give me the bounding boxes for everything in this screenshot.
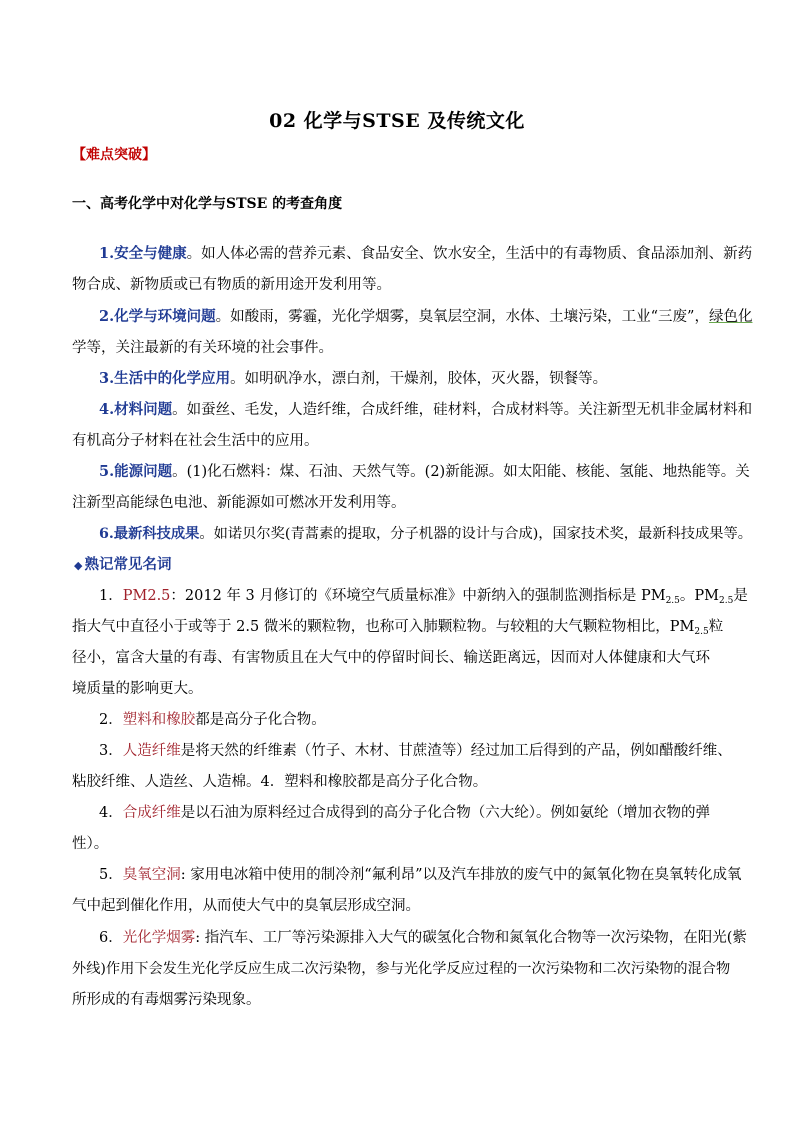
term-continuation: 径小，富含大量的有毒、有害物质且在大气中的停留时间长、输送距离远，因而对人体健康和大气环 [72, 650, 710, 666]
item-label: 5.能源问题 [99, 463, 173, 480]
term-text: 都是高分子化合物。 [195, 712, 326, 728]
item-label: 3.生活中的化学应用 [99, 370, 231, 387]
item-label: 4.材料问题 [99, 401, 173, 418]
list-item [99, 244, 752, 264]
section-heading-text: 熟记常见名词 [84, 556, 172, 573]
term-continuation: 气中起到催化作用，从而使大气中的臭氧层形成空洞。 [72, 898, 420, 914]
term-text: : 指汽车、工厂等污染源排入大气的碳氢化合物和氮氧化合物等一次污染物，在阳光(紫 [195, 930, 747, 946]
list-item [99, 400, 752, 420]
section-heading-2 [74, 555, 171, 576]
term-item [99, 586, 748, 611]
list-item-continuation: 学等，关注最新的有关环境的社会事件。 [72, 340, 333, 356]
section-heading-1: 一、高考化学中对化学与STSE 的考查角度 [72, 196, 343, 212]
term-text: 是将天然的纤维素（竹子、木材、甘蔗渣等）经过加工后得到的产品，例如醋酸纤维、 [180, 743, 732, 759]
term-number: 4． [99, 805, 123, 821]
term-item [99, 710, 326, 730]
underlined-term: 绿色化 [708, 309, 753, 325]
term-text: : 家用电冰箱中使用的制冷剂“氟利昂”以及汽车排放的废气中的氮氧化物在臭氧转化成氧 [180, 867, 742, 883]
subscript: 2.5 [665, 596, 680, 606]
item-label: 1.安全与健康 [99, 245, 187, 262]
section-tag: 【难点突破】 [72, 147, 156, 163]
term-item [99, 928, 747, 948]
term-item [99, 803, 710, 823]
list-item [99, 369, 607, 389]
term-number: 3． [99, 743, 123, 759]
term-continuation: 所形成的有毒烟雾污染现象。 [72, 992, 261, 1008]
subscript: 2.5 [694, 627, 709, 637]
term-text: 是 [733, 588, 748, 604]
term-continuation: 外线)作用下会发生光化学反应生成二次污染物，参与光化学反应过程的一次污染物和二次污染物的混合物 [72, 961, 731, 977]
list-item-continuation: 注新型高能绿色电池、新能源如可燃冰开发利用等。 [72, 495, 406, 511]
list-item [99, 524, 752, 544]
term-name: PM2.5 [122, 588, 171, 604]
term-text: 指大气中直径小于或等于 2.5 微米的颗粒物，也称可入肺颗粒物。与较粗的大气颗粒物相比，PM [72, 619, 695, 635]
term-continuation: 性）。 [72, 836, 109, 852]
term-name: 塑料和橡胶 [122, 712, 196, 728]
item-text: 。如酸雨，雾霾，光化学烟雾，臭氧层空洞，水体、土壤污染，工业“三废”， [215, 309, 709, 325]
term-continuation [72, 617, 723, 642]
term-continuation: 境质量的影响更大。 [72, 681, 203, 697]
list-item [99, 307, 752, 327]
term-number: 2． [99, 712, 123, 728]
item-text: 。如人体必需的营养元素、食品安全、饮水安全，生活中的有毒物质、食品添加剂、新药 [186, 246, 753, 262]
term-text: 是以石油为原料经过合成得到的高分子化合物（六大纶）。例如氨纶（增加衣物的弹 [180, 805, 710, 821]
term-text: 。PM [679, 588, 720, 604]
term-number: 1． [99, 588, 123, 604]
term-text: ：2012 年 3 月修订的《环境空气质量标准》中新纳入的强制监测指标是 PM [170, 588, 666, 604]
list-item-continuation: 物合成、新物质或已有物质的新用途开发利用等。 [72, 277, 391, 293]
item-text: 。如蚕丝、毛发，人造纤维，合成纤维，硅材料，合成材料等。关注新型无机非金属材料和 [172, 402, 753, 418]
term-name: 人造纤维 [122, 743, 181, 759]
list-item [99, 462, 750, 482]
page-title: 02 化学与STSE 及传统文化 [269, 110, 525, 132]
subscript: 2.5 [719, 596, 734, 606]
term-name: 臭氧空洞 [122, 867, 181, 883]
item-text: 。如诺贝尔奖(青蒿素的提取，分子机器的设计与合成)，国家技术奖，最新科技成果等。 [199, 526, 753, 542]
diamond-bullet-icon: ◆ [74, 559, 83, 572]
term-continuation: 粘胶纤维、人造丝、人造棉。4．塑料和橡胶都是高分子化合物。 [72, 774, 488, 790]
term-text: 粒 [708, 619, 724, 635]
term-number: 5． [99, 867, 123, 883]
item-label: 2.化学与环境问题 [99, 308, 216, 325]
term-name: 光化学烟雾 [122, 930, 196, 946]
term-item [99, 865, 742, 885]
term-item [99, 741, 732, 761]
term-name: 合成纤维 [122, 805, 181, 821]
item-label: 6.最新科技成果 [99, 526, 200, 542]
item-text: 。如明矾净水，漂白剂，干燥剂，胶体，灭火器，钡餐等。 [230, 371, 608, 387]
item-text: 。(1)化石燃料：煤、石油、天然气等。(2)新能源。如太阳能、核能、氢能、地热能等。关 [172, 464, 750, 480]
list-item-continuation: 有机高分子材料在社会生活中的应用。 [72, 433, 319, 449]
term-number: 6． [99, 930, 123, 946]
